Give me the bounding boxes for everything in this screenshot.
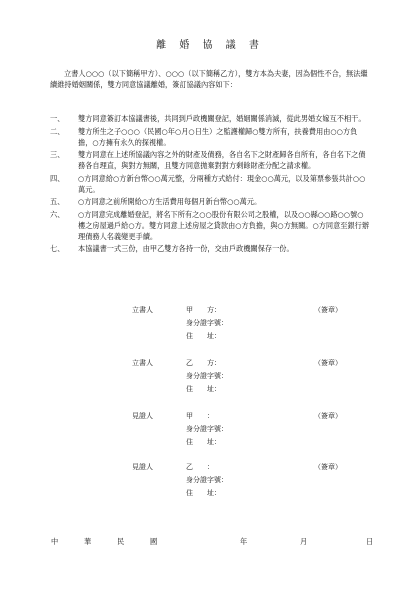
clause-number: 一、	[50, 114, 65, 123]
address-label[interactable]: 住 址：	[186, 489, 221, 497]
date-month-label: 月	[300, 537, 308, 546]
party-label: 甲 方：	[186, 306, 221, 314]
clause-text: ○方同意之前所開給○方生活費用每個月新台幣○○萬元。	[78, 197, 262, 206]
clause-item	[50, 173, 370, 195]
id-number-label[interactable]: 身分證字號：	[186, 476, 228, 484]
date-day-label: 日	[366, 537, 374, 546]
clause-item	[50, 196, 370, 207]
clause-number: 七、	[50, 244, 65, 253]
seal-field[interactable]: （簽章）	[314, 463, 342, 471]
signature-block-party-b	[0, 357, 420, 396]
party-label: 乙 ：	[186, 463, 214, 471]
id-number-label[interactable]: 身分證字號：	[186, 372, 228, 380]
date-char: 國	[150, 537, 158, 546]
signature-block-party-a	[0, 304, 420, 343]
signer-role: 見證人	[132, 463, 153, 471]
clause-text: 本協議書一式三份，由甲乙雙方各持一份，交由戶政機關保存一份。	[78, 244, 294, 253]
clause-list	[50, 113, 370, 256]
date-char: 民	[117, 537, 125, 546]
date-year-label: 年	[240, 537, 248, 546]
clause-text: ○方同意給○方新台幣○○萬元整，分兩種方式給付：現金○○萬元，以及第票參張共計○○萬元。	[78, 173, 366, 194]
signature-block-witness-b	[0, 461, 420, 500]
clause-item	[50, 126, 370, 148]
address-label[interactable]: 住 址：	[186, 438, 221, 446]
id-number-label[interactable]: 身分證字號：	[186, 319, 228, 327]
clause-text: ○方同意完成離婚登記，將名下所有之○○股份有限公司之股權，以及○○縣○○路○○號○樓之房屋過戶給○方。雙方同意上述房屋之貸款由○方負擔，與○方無關。○方同意至銀行辦理債務人名義變更手續。	[78, 209, 370, 241]
signature-block-witness-a	[0, 410, 420, 449]
signer-role: 立書人	[132, 359, 153, 367]
clause-number: 五、	[50, 197, 65, 206]
signer-role: 立書人	[132, 306, 153, 314]
clause-item	[50, 243, 370, 254]
id-number-label[interactable]: 身分證字號：	[186, 425, 228, 433]
clause-number: 四、	[50, 173, 65, 183]
clause-text: 雙方同意簽訂本協議書後，共同到戶政機關登記，婚姻關係消滅，從此男婚女嫁互不相干。	[78, 114, 366, 123]
clause-number: 二、	[50, 126, 65, 136]
clause-item	[50, 149, 370, 171]
clause-item	[50, 209, 370, 242]
seal-field[interactable]: （簽章）	[314, 412, 342, 420]
seal-field[interactable]: （簽章）	[314, 306, 342, 314]
party-label: 甲 ：	[186, 412, 214, 420]
signer-role: 見證人	[132, 412, 153, 420]
clause-text: 雙方同意在上述所協議內容之外的財產及債務，各自名下之財產歸各自所有，各自名下之債務各自理直，與對方無關，且雙方同意拋棄對對方剩餘財產分配之請求權。	[78, 150, 366, 170]
document-title: 離 婚 協 議 書	[156, 40, 264, 51]
address-label[interactable]: 住 址：	[186, 385, 221, 393]
clause-number: 三、	[50, 150, 65, 159]
clause-number: 六、	[50, 209, 65, 219]
party-label: 乙 方：	[186, 359, 221, 367]
clause-item	[50, 113, 370, 124]
address-label[interactable]: 住 址：	[186, 332, 221, 340]
date-char: 中	[51, 537, 59, 546]
intro-paragraph: 立書人○○○（以下簡稱甲方）、○○○（以下簡稱乙方），雙方本為夫妻，因為個性不合，無法繼續維持婚姻關係，雙方同意協議離婚，簽訂協議內容如下：	[50, 69, 368, 89]
seal-field[interactable]: （簽章）	[314, 359, 342, 367]
clause-text: 雙方所生之子○○○（民國○年○月○日生）之監護權歸○雙方所有，扶養費用由○○方負擔，○方擁有永久的探視權。	[78, 126, 358, 147]
date-char: 華	[84, 537, 92, 546]
